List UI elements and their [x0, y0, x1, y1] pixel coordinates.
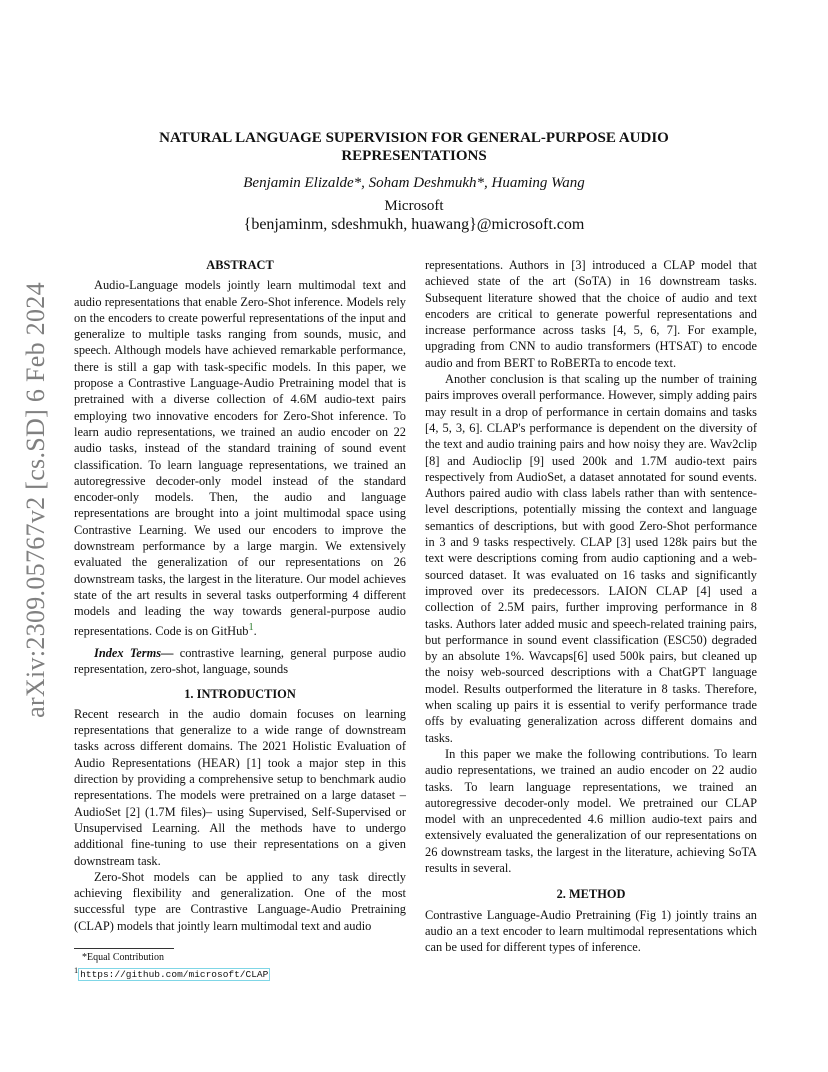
abstract-text: Audio-Language models jointly learn multimodal text and audio representations that enable Zero-Shot inference. Models rely on the encoders to create powerful representations of the input and generalize to multiple tasks ranging from sounds, music, and speech. Although models have achieved remarkable performance, there is still a gap with task-specific models. In this paper, we propose a Contrastive Language-Audio Pretraining model that is pretrained with a diverse collection of 4.6M audio-text pairs employing two innovative encoders for Zero-Shot inference. To learn audio representations, we trained an audio encoder on 22 audio tasks, instead of the standard training of sound event classification. To learn language representations, we trained an autoregressive decoder-only model instead of the standard encoder-only models. Then, the audio and language representations are brought into a joint multimodal space using Contrastive Learning. We used our encoders to improve the downstream performance by a large margin. We extensively evaluated the generalization of our representations on 26 downstream tasks, the largest in the literature. Our model achieves state of the art results in several tasks outperforming 4 different models and leading the way towards general-purpose audio representations. Code is on GitHub$^1$. [74, 278, 406, 638]
right-column [425, 257, 757, 955]
right-paragraph-3: In this paper we make the following contributions. To learn audio representations, we trained an audio encoder on 22 audio tasks. To learn language representations, we trained an autoregressive decoder-only model. We pretrained our CLAP model with an unprecedented 4.6 million audio-text pairs and extensively evaluated the generalization of our representations on 26 downstream tasks, the largest in the literature, achieving SoTA results in several. [425, 746, 757, 875]
footnote-equal-contribution: *Equal Contribution [82, 952, 164, 963]
github-link[interactable]: https://github.com/microsoft/CLAP [80, 969, 269, 981]
index-terms: Index Terms— contrastive learning, general purpose audio representation, zero-shot, language, sounds [74, 645, 406, 677]
right-paragraph-1: representations. Authors in [3] introduced a CLAP model that achieved state of the art (SoTA) in 16 downstream tasks. Subsequent literature showed that the choice of audio and text encoders are critical to generate powerful representations and increase performance across tasks [4, 5, 6, 7]. For example, upgrading from CNN to audio transformers (HTSAT) to encode audio and from BERT to RoBERTa to encode text. [425, 258, 757, 370]
footnotes [74, 948, 406, 981]
abstract-heading: ABSTRACT [206, 258, 274, 272]
email: {benjaminm, sdeshmukh, huawang}@microsoft.com [243, 216, 585, 233]
arxiv-identifier: arXiv:2309.05767v2 [cs.SD] 6 Feb 2024 [21, 282, 50, 718]
footnote-ref[interactable]: 1 [248, 621, 254, 633]
paper-title: NATURAL LANGUAGE SUPERVISION FOR GENERAL-PURPOSE AUDIO REPRESENTATIONS [159, 130, 669, 164]
intro-paragraph-1: Recent research in the audio domain focuses on learning representations that generalize to a wide range of downstream tasks across different domains. The 2021 Holistic Evaluation of Audio Representations (HEAR) [1] took a major step in this direction by providing a comprehensive setup to benchmark audio representations. The models were pretrained on a large dataset –AudioSet [2] (1.7M files)– using Supervised, Self-Supervised or Unsupervised Learning. All the methods have to undergo additional fine-tuning to use their representations on a given downstream task. [74, 706, 406, 868]
method-paragraph: Contrastive Language-Audio Pretraining (Fig 1) jointly trains an audio an a text encoder to learn multimodal representations which can be used for different types of inference. [425, 907, 757, 955]
intro-paragraph-2: Zero-Shot models can be applied to any task directly achieving flexibility and generalization. One of the most successful type are Contrastive Language-Audio Pretraining (CLAP) models that jointly learn multimodal text and audio [74, 869, 406, 933]
authors: Benjamin Elizalde*, Soham Deshmukh*, Huaming Wang [243, 175, 585, 191]
right-paragraph-2: Another conclusion is that scaling up the number of training pairs improves overall performance. However, simply adding pairs may result in a drop of performance in certain domains and tasks [4, 5, 3, 6]. CLAP's performance is dependent on the diversity of the text and audio training pairs and how noisy they are. Wav2clip [8] and Audioclip [9] used 200k and 1.7M audio-text pairs respectively from AudioSet, a dataset annotated for sound events. Authors paired audio with class labels rather than with sentence-level descriptions, potentially missing the context and language semantics of descriptions, but with good Zero-Shot performance in 3 and 9 tasks respectively. CLAP [3] used 128k pairs but the text were descriptions coming from audio captioning and a web-sourced dataset. It was evaluated on 16 tasks and significantly improved over its predecessors. LAION CLAP [4] used a collection of 2.5M pairs, further improving performance in 8 tasks. Authors later added music and speech-related training pairs, but performance in sound event classification (ESC50) degraded by an absolute 1%. Wavcaps[6] used 500k pairs, but cleaned up the noisy web-sourced descriptions with a ChatGPT language model. Results outperformed the literature in 8 tasks. Therefore, when scaling up pairs it is essential to verify performance trade offs by evaluating generalization across different domains and tasks. [425, 372, 757, 745]
introduction-heading: 1. INTRODUCTION [184, 686, 296, 701]
footnote-github: $^1$ https://github.com/microsoft/CLAP [74, 966, 269, 981]
index-terms-label: Index Terms— [94, 645, 174, 660]
affiliation: Microsoft [384, 198, 444, 214]
method-heading: 2. METHOD [556, 887, 626, 902]
left-column [74, 257, 406, 934]
footnote-rule [74, 948, 174, 949]
